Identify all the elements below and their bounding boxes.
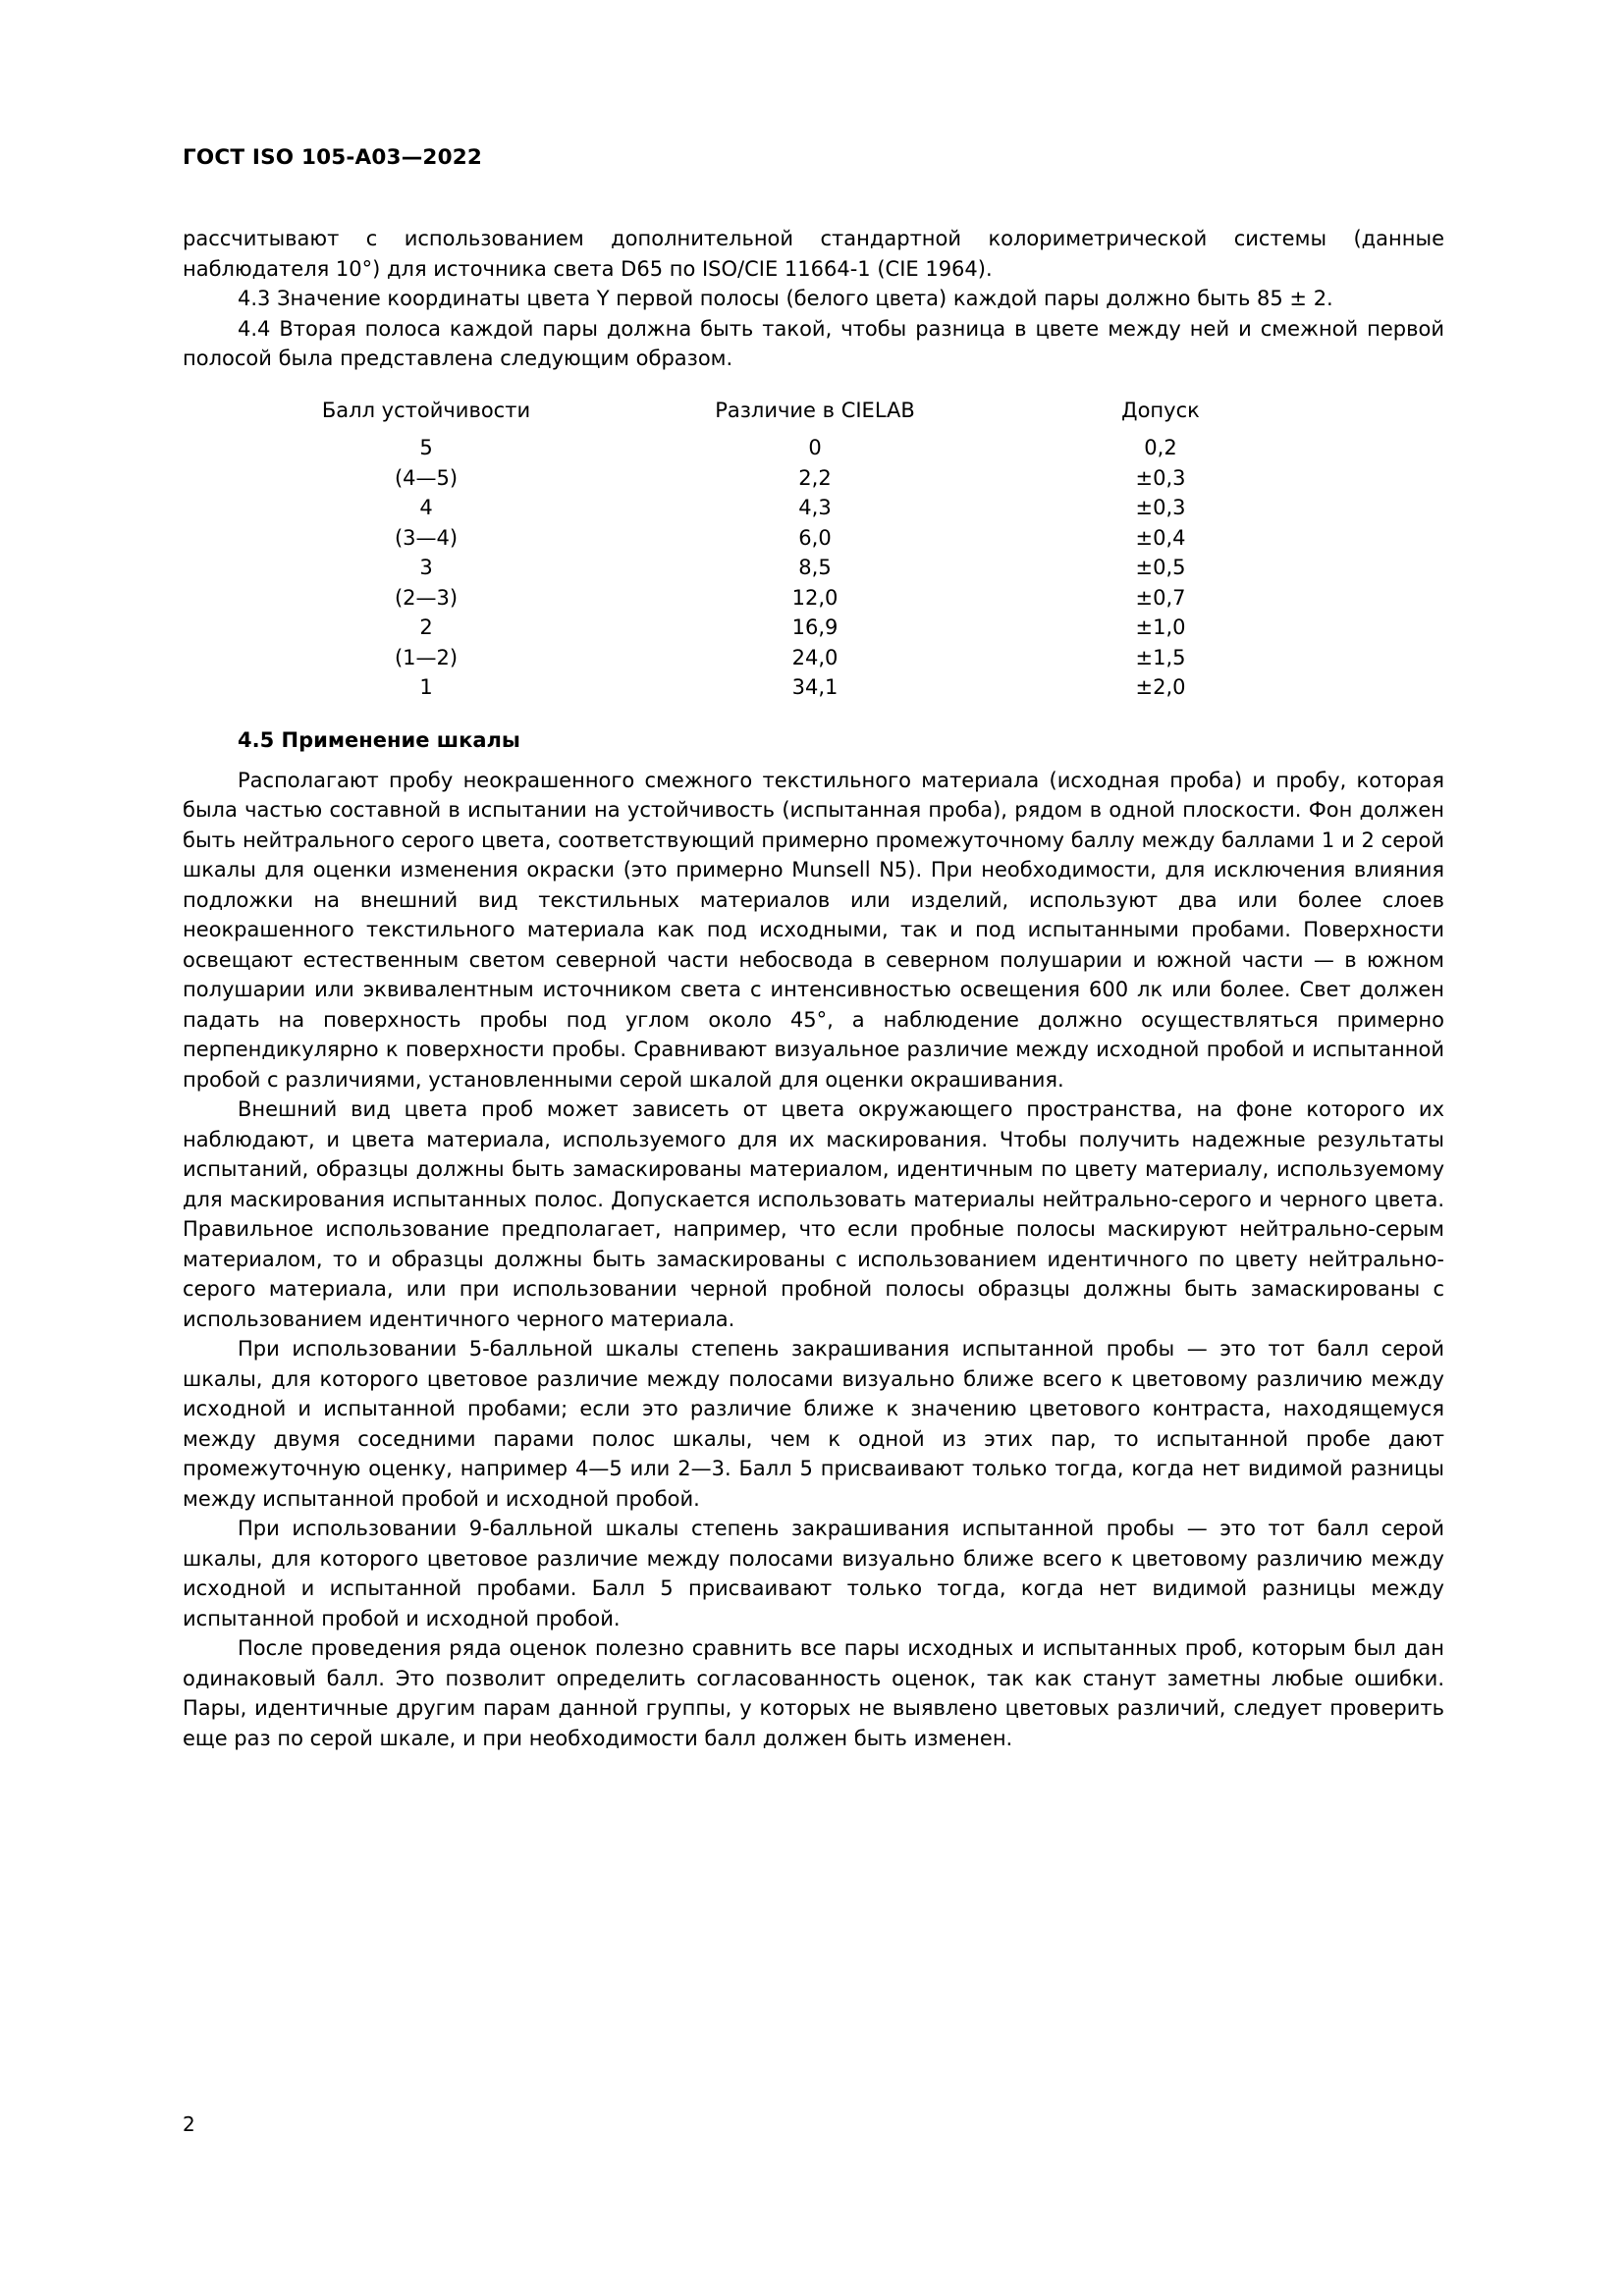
document-body [183, 224, 1444, 1753]
paragraph-clause-4-4: 4.4 Вторая полоса каждой пары должна быть такой, чтобы разница в цвете между ней и смежной первой полосой была представлена следующим образом. [183, 316, 1444, 370]
table-header-cell: Различие в CIELAB [715, 398, 915, 422]
table-row [232, 672, 1312, 703]
table-cell: (4—5) [394, 465, 459, 490]
table-cell: (2—3) [394, 585, 459, 610]
table-row [232, 553, 1312, 583]
table-row [232, 613, 1312, 643]
table-cell: ±0,4 [1135, 525, 1186, 550]
table-cell: 8,5 [798, 556, 832, 579]
table-cell: 4,3 [798, 496, 832, 519]
table-cell: ±0,3 [1135, 465, 1186, 490]
table-cell: 3 [419, 556, 433, 579]
table-cell: 16,9 [791, 615, 839, 639]
table-cell: ±1,5 [1135, 645, 1186, 669]
page-number: 2 [183, 2112, 195, 2136]
paragraph-clause-4-3: 4.3 Значение координаты цвета Y первой полосы (белого цвета) каждой пары должно быть 85 ± 2. [238, 287, 1333, 310]
page-header: ГОСТ ISO 105-A03—2022 [183, 145, 483, 170]
table-cell: ±0,3 [1135, 496, 1186, 519]
fastness-scale-table [232, 396, 1312, 703]
paragraph-body-4: При использовании 9-балльной шкалы степень закрашивания испытанной пробы — это тот балл серой шкалы, для которого цветовое различие между полосами визуально ближе всего к цветовому различию между исходной и испытанной пробами. Балл 5 присваивают только тогда, когда нет видимой разницы между испытанной пробой и исходной пробой. [183, 1517, 1444, 1630]
table-cell: 0 [808, 436, 822, 459]
table-cell: ±0,5 [1135, 556, 1186, 579]
table-cell: 5 [419, 436, 433, 459]
table-cell: 34,1 [791, 675, 839, 699]
table-cell: 0,2 [1144, 436, 1177, 459]
table-row [232, 493, 1312, 523]
table-row [232, 643, 1312, 673]
table-cell: ±0,7 [1135, 585, 1186, 610]
table-cell: 1 [419, 675, 433, 699]
table-row [232, 523, 1312, 554]
table-row [232, 433, 1312, 463]
paragraph-body-5: После проведения ряда оценок полезно сравнить все пары исходных и испытанных проб, которым был дан одинаковый балл. Это позволит определить согласованность оценок, так как станут заметны любые ошибки. Пары, идентичные другим парам данной группы, у которых не выявлено цветовых различий, следует проверить еще раз по серой шкале, и при необходимости балл должен быть изменен. [183, 1636, 1444, 1750]
table-header-cell: Допуск [1121, 398, 1200, 422]
section-body [183, 766, 1444, 1754]
table-cell: ±1,0 [1135, 615, 1186, 639]
table-header-cell: Балл устойчивости [321, 398, 531, 422]
table-cell: 2,2 [798, 465, 832, 490]
table-row [232, 463, 1312, 494]
table-cell: 6,0 [798, 525, 832, 550]
paragraph-body-1: Располагают пробу неокрашенного смежного текстильного материала (исходная проба) и пробу, которая была частью составной в испытании на устойчивость (испытанная проба), рядом в одной плоскости. Фон должен быть нейтрального серого цвета, соответствующий примерно промежуточному баллу между баллами 1 и 2 серой шкалы для оценки изменения окраски (это примерно Munsell N5). При необходимости, для исключения влияния подложки на внешний вид текстильных материалов или изделий, используют два или более слоев неокрашенного текстильного материала как под исходными, так и под испытанными пробами. Поверхности освещают естественным светом северной части небосвода в северном полушарии и южной части — в южном полушарии или эквивалентным источником света с интенсивностью освещения 600 лк или более. Свет должен падать на поверхность пробы под углом около 45°, а наблюдение должно осуществляться примерно перпендикулярно к поверхности пробы. Сравнивают визуальное различие между исходной пробой и испытанной пробой с различиями, установленными серой шкалой для оценки окрашивания. [183, 768, 1444, 1092]
table-cell: 24,0 [791, 645, 839, 669]
table-header-row [232, 396, 1312, 434]
paragraph-body-3: При использовании 5-балльной шкалы степень закрашивания испытанной пробы — это тот балл серой шкалы, для которого цветовое различие между полосами визуально ближе всего к цветовому различию между исходной и испытанной пробами; если это различие ближе к значению цветового контраста, находящемуся между двумя соседними парами полос шкалы, чем к одной из этих пар, то испытанной пробе дают промежуточную оценку, например 4—5 или 2—3. Балл 5 присваивают только тогда, когда нет видимой разницы между испытанной пробой и исходной пробой. [183, 1337, 1444, 1511]
table-cell: (1—2) [394, 645, 459, 669]
table-cell: 4 [419, 496, 433, 519]
table-cell: (3—4) [394, 525, 459, 550]
paragraph-body-2: Внешний вид цвета проб может зависеть от цвета окружающего пространства, на фоне которого их наблюдают, и цвета материала, используемого для их маскирования. Чтобы получить надежные результаты испытаний, образцы должны быть замаскированы материалом, идентичным по цвету материалу, используемому для маскирования испытанных полос. Допускается использовать материалы нейтрально-серого и черного цвета. Правильное использование предполагает, например, что если пробные полосы маскируют нейтрально-серым материалом, то и образцы должны быть замаскированы с использованием идентичного по цвету нейтрально-серого материала, или при использовании черной пробной полосы образцы должны быть замаскированы с использованием идентичного черного материала. [183, 1097, 1444, 1331]
section-title-4-5: 4.5 Применение шкалы [238, 727, 520, 752]
paragraph-intro-1: рассчитывают с использованием дополнительной стандартной колориметрической системы (данные наблюдателя 10°) для источника света D65 по ISO/CIE 11664-1 (CIE 1964). [183, 227, 1444, 281]
table-cell: 12,0 [791, 585, 839, 610]
table-cell: 2 [419, 615, 433, 639]
table-row [232, 583, 1312, 614]
table-cell: ±2,0 [1135, 675, 1186, 699]
